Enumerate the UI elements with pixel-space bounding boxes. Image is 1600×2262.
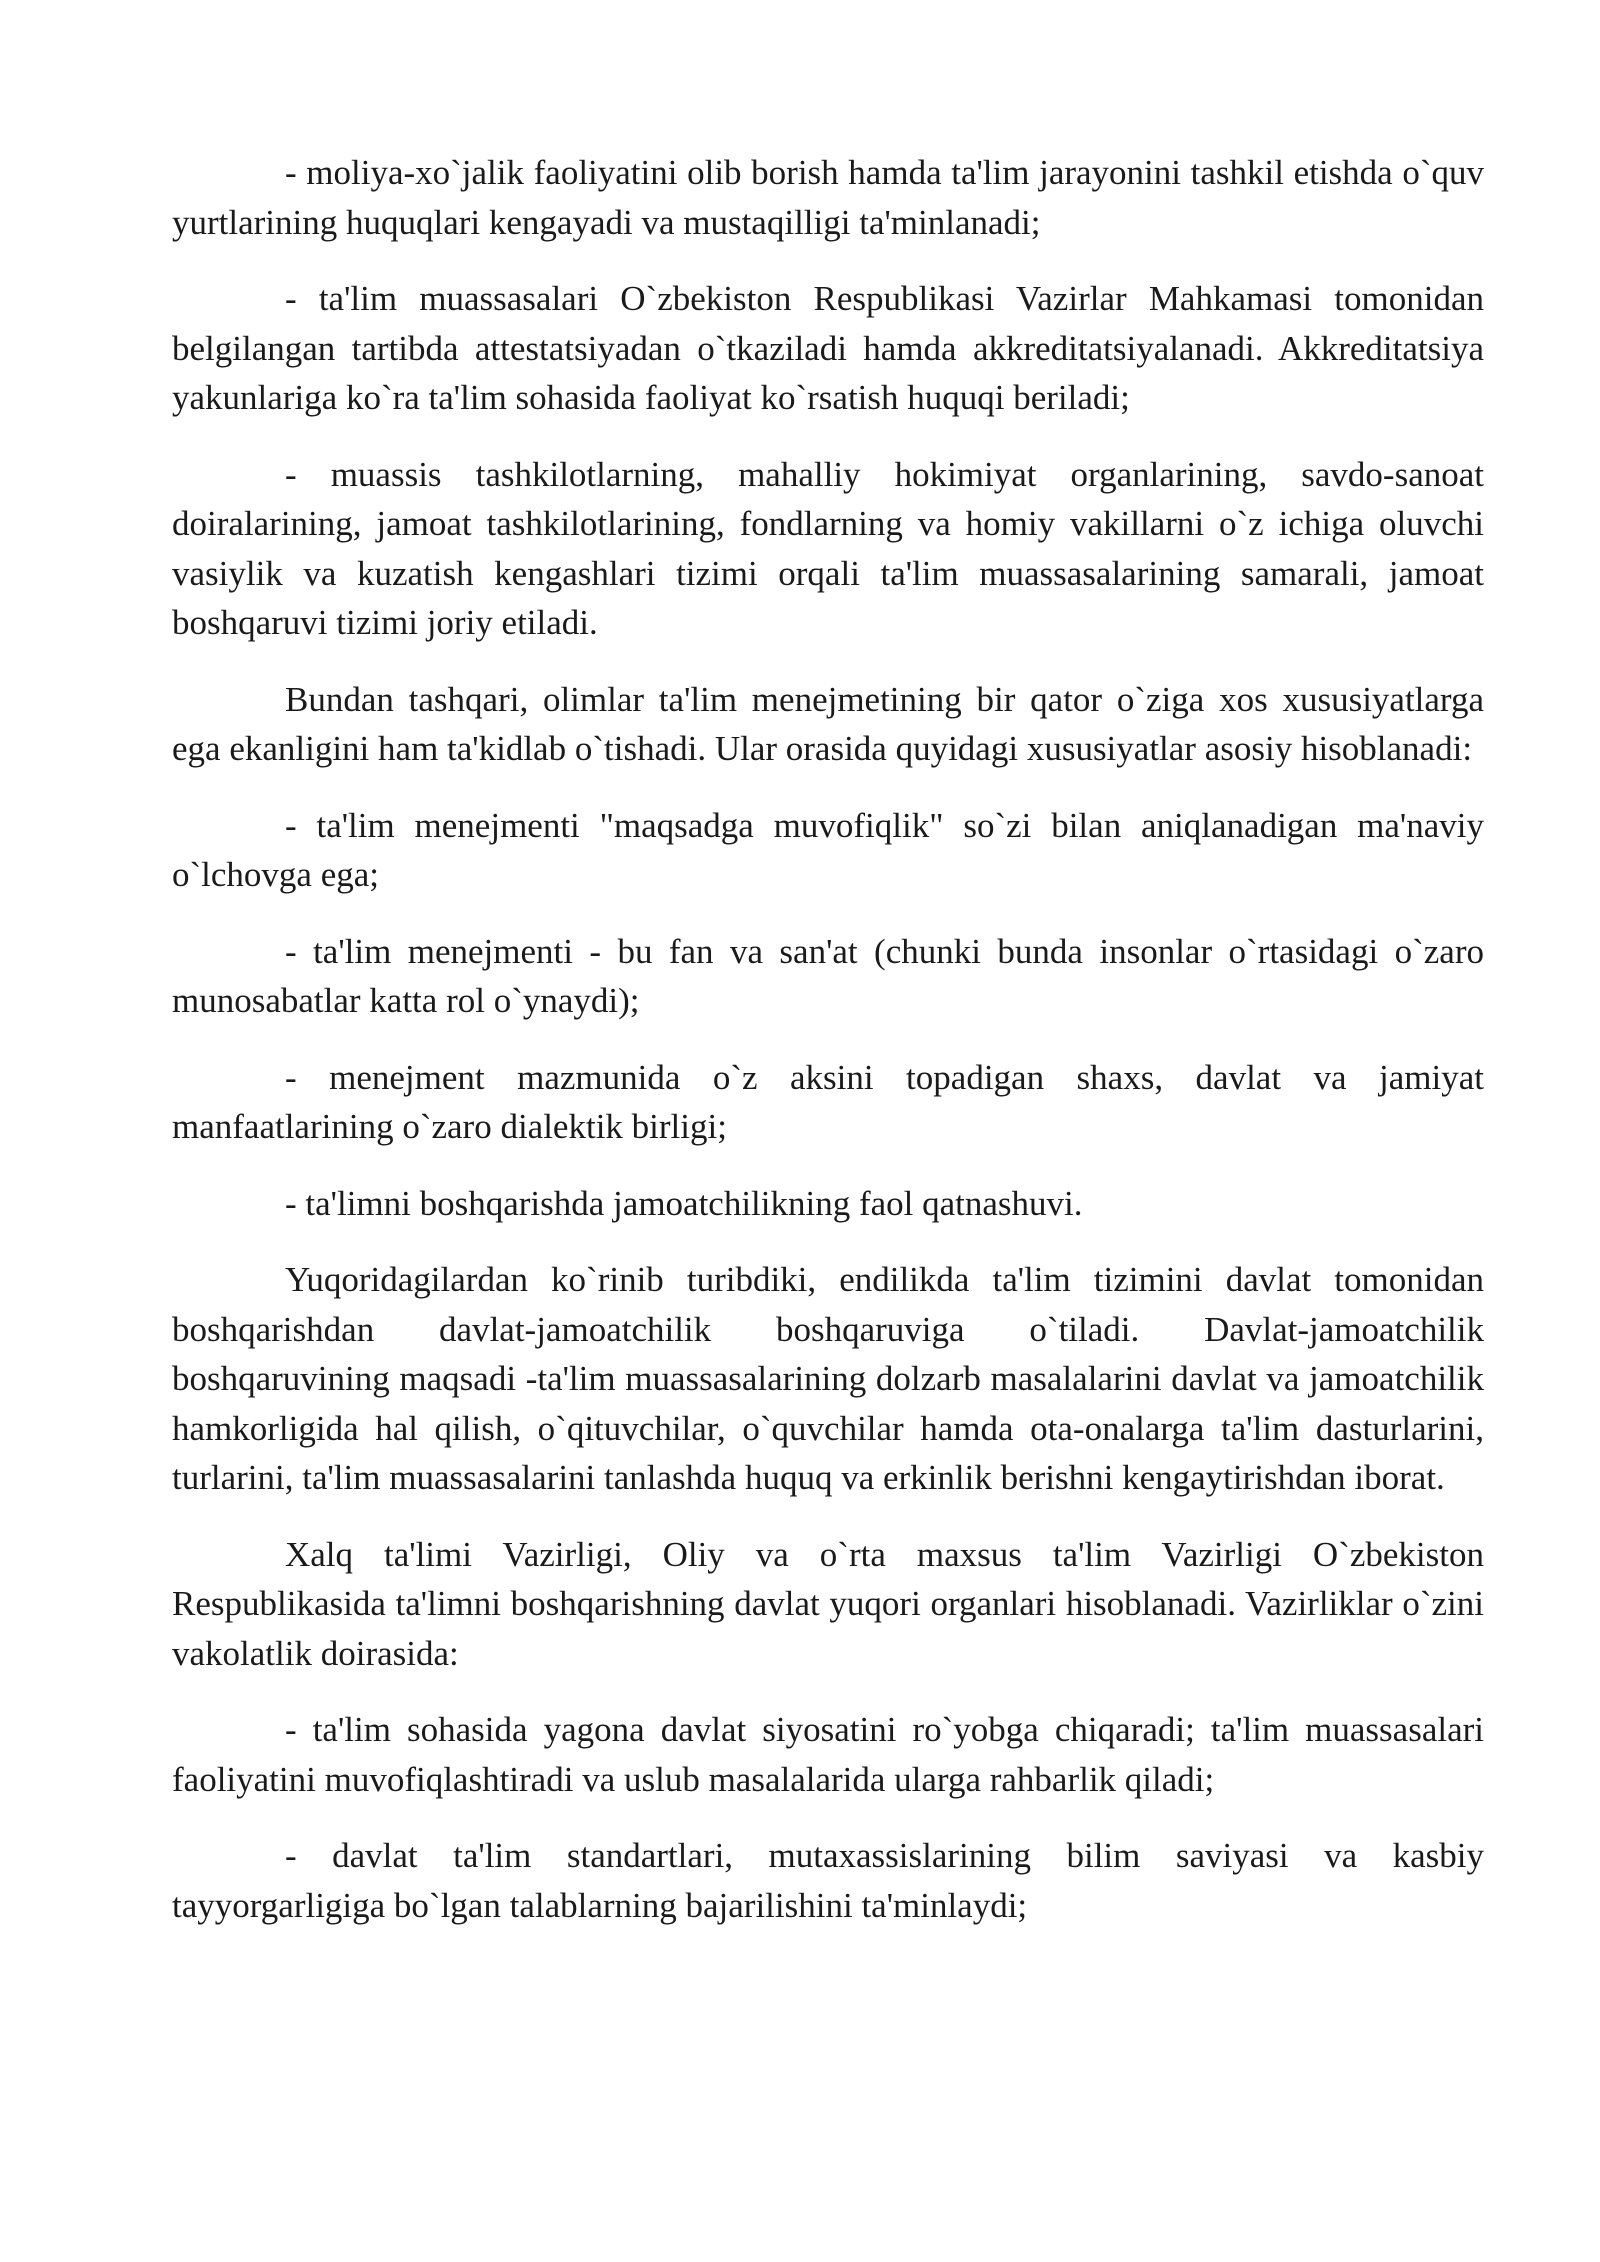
paragraph: - ta'lim menejmenti - bu fan va san'at (chunki bunda insonlar o`rtasidagi o`zaro munosabatlar katta rol o`ynaydi); — [172, 931, 1484, 1020]
paragraph: - davlat ta'lim standartlari, mutaxassislarining bilim saviyasi va kasbiy tayyorgarligiga bo`lgan talablarning bajarilishini ta'minlaydi; — [172, 1836, 1484, 1925]
paragraph: - ta'lim sohasida yagona davlat siyosatini ro`yobga chiqaradi; ta'lim muassasalari faoliyatini muvofiqlashtiradi va uslub masalalarida ularga rahbarlik qiladi; — [172, 1710, 1484, 1799]
paragraph: - moliya-xo`jalik faoliyatini olib borish hamda ta'lim jarayonini tashkil etishda o`quv yurtlarining huquqlari kengayadi va mustaqilligi ta'minlanadi; — [172, 153, 1484, 242]
paragraph: - ta'lim muassasalari O`zbekiston Respublikasi Vazirlar Mahkamasi tomonidan belgilangan tartibda attestatsiyadan o`tkaziladi hamda akkreditatsiyalanadi. Akkreditatsiya yakunlariga ko`ra ta'lim sohasida faoliyat ko`rsatish huquqi beriladi; — [172, 279, 1484, 417]
paragraph: Bundan tashqari, olimlar ta'lim menejmetining bir qator o`ziga xos xususiyatlarga ega ekanligini ham ta'kidlab o`tishadi. Ular orasida quyidagi xususiyatlar asosiy hisoblanadi: — [172, 679, 1484, 768]
paragraph: - ta'limni boshqarishda jamoatchilikning faol qatnashuvi. — [285, 1183, 1083, 1223]
document-page — [172, 148, 1484, 1957]
paragraph: - ta'lim menejmenti "maqsadga muvofiqlik" so`zi bilan aniqlanadigan ma'naviy o`lchovga ega; — [172, 805, 1484, 894]
paragraph: Xalq ta'limi Vazirligi, Oliy va o`rta maxsus ta'lim Vazirligi O`zbekiston Respublikasida ta'limni boshqarishning davlat yuqori organlari hisoblanadi. Vazirliklar o`zini vakolatlik doirasida: — [172, 1534, 1484, 1673]
paragraph: Yuqoridagilardan ko`rinib turibdiki, endilikda ta'lim tizimini davlat tomonidan boshqarishdan davlat-jamoatchilik boshqaruviga o`tiladi. Davlat-jamoatchilik boshqaruvining maqsadi -ta'lim muassasalarining dolzarb masalalarini davlat va jamoatchilik hamkorligida hal qilish, o`qituvchilar, o`quvchilar hamda ota-onalarga ta'lim dasturlarini, turlarini, ta'lim muassasalarini tanlashda huquq va erkinlik berishni kengaytirishdan iborat. — [172, 1260, 1484, 1497]
paragraph: - muassis tashkilotlarning, mahalliy hokimiyat organlarining, savdo-sanoat doiralarining, jamoat tashkilotlarining, fondlarning va homiy vakillarni o`z ichiga oluvchi vasiylik va kuzatish kengashlari tizimi orqali ta'lim muassasalarining samarali, jamoat boshqaruvi tizimi joriy etiladi. — [172, 454, 1484, 642]
paragraph: - menejment mazmunida o`z aksini topadigan shaxs, davlat va jamiyat manfaatlarining o`zaro dialektik birligi; — [172, 1057, 1484, 1146]
